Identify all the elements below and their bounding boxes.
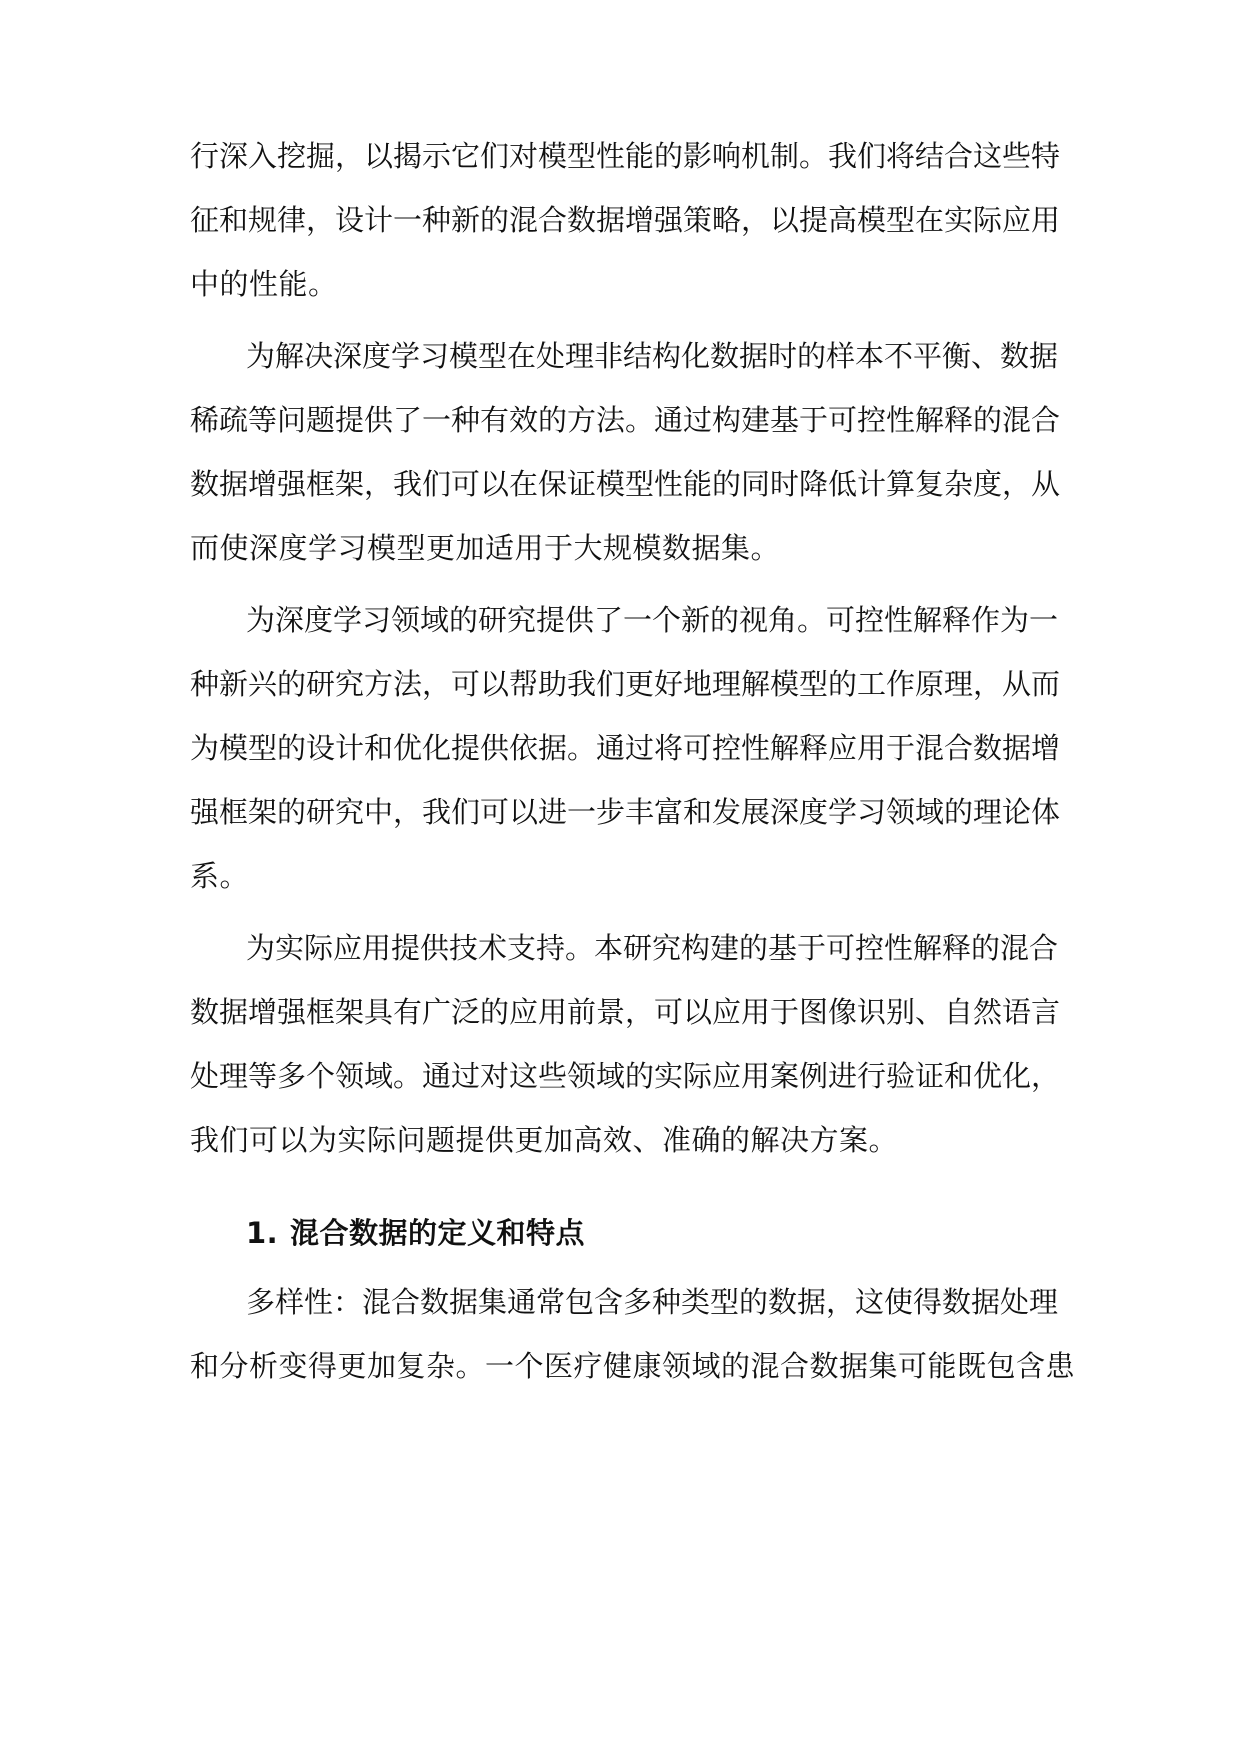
- section-number: 1.: [246, 1216, 279, 1250]
- text-line: 而使深度学习模型更加适用于大规模数据集。: [190, 531, 781, 565]
- text-line: 我们可以为实际问题提供更加高效、准确的解决方案。: [190, 1123, 899, 1157]
- text-line: 强框架的研究中，我们可以进一步丰富和发展深度学习领域的理论体: [190, 795, 1061, 829]
- text-line: 数据增强框架具有广泛的应用前景，可以应用于图像识别、自然语言: [190, 995, 1061, 1029]
- text-line: 和分析变得更加复杂。一个医疗健康领域的混合数据集可能既包含患: [190, 1349, 1076, 1383]
- text-line: 稀疏等问题提供了一种有效的方法。通过构建基于可控性解释的混合: [190, 403, 1061, 437]
- text-line: 数据增强框架，我们可以在保证模型性能的同时降低计算复杂度，从: [190, 467, 1061, 501]
- text-line: 为实际应用提供技术支持。本研究构建的基于可控性解释的混合: [246, 931, 1059, 965]
- text-line: 种新兴的研究方法，可以帮助我们更好地理解模型的工作原理，从而: [190, 667, 1061, 701]
- text-line: 行深入挖掘，以揭示它们对模型性能的影响机制。我们将结合这些特: [190, 139, 1061, 173]
- section-title: 混合数据的定义和特点: [290, 1216, 586, 1250]
- text-line: 征和规律，设计一种新的混合数据增强策略，以提高模型在实际应用: [190, 203, 1061, 237]
- text-line: 为深度学习领域的研究提供了一个新的视角。可控性解释作为一: [246, 603, 1059, 637]
- text-line: 系。: [190, 859, 250, 893]
- text-line: 处理等多个领域。通过对这些领域的实际应用案例进行验证和优化，: [190, 1059, 1061, 1093]
- section-heading: [246, 1213, 585, 1253]
- text-line: 为模型的设计和优化提供依据。通过将可控性解释应用于混合数据增: [190, 731, 1061, 765]
- text-line: 中的性能。: [190, 267, 338, 301]
- text-line: 为解决深度学习模型在处理非结构化数据时的样本不平衡、数据: [246, 339, 1059, 373]
- text-line: 多样性：混合数据集通常包含多种类型的数据，这使得数据处理: [246, 1285, 1059, 1319]
